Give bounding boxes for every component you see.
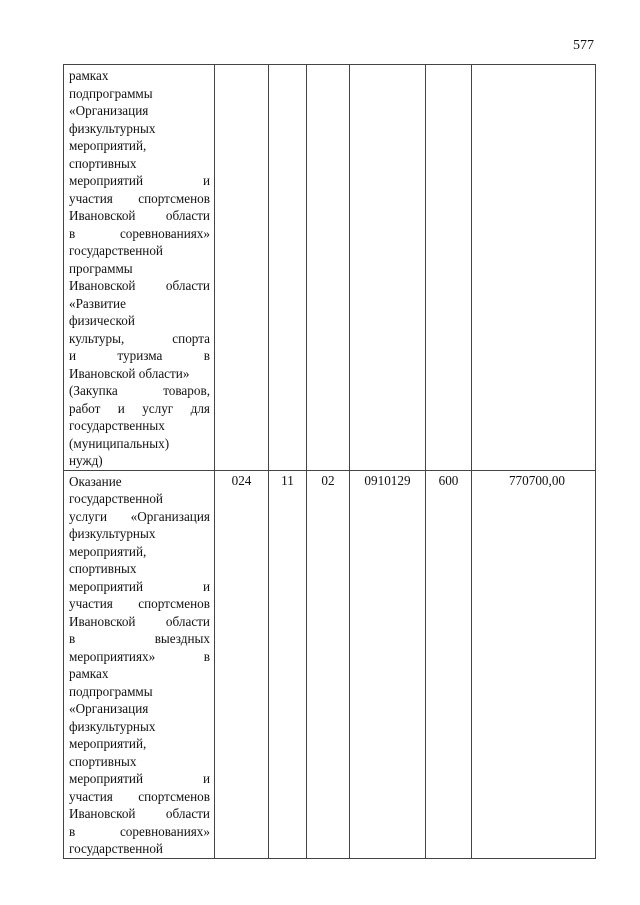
description-line <box>69 823 210 841</box>
description-line <box>69 295 210 313</box>
description-word: соревнованиях» <box>119 225 210 241</box>
description-word: Ивановской области» <box>69 365 190 381</box>
description-line <box>69 700 210 718</box>
description-cell <box>64 470 215 858</box>
description-word: Ивановской <box>69 278 136 293</box>
description-line <box>69 330 210 348</box>
target-article-cell: 0910129 <box>350 470 426 858</box>
table-row <box>64 470 596 858</box>
description-word: государственных <box>69 418 165 433</box>
description-line <box>69 67 210 85</box>
description-word: культуры, <box>69 330 125 346</box>
description-line <box>69 102 210 120</box>
target-article-cell <box>350 65 426 471</box>
description-word: подпрограммы <box>69 85 153 101</box>
description-line <box>69 525 210 543</box>
description-word: работ <box>69 400 101 416</box>
description-line <box>69 155 210 173</box>
description-word: подпрограммы <box>69 683 153 699</box>
description-line <box>69 190 210 208</box>
description-word: Оказание <box>69 473 122 489</box>
description-word: мероприятий, <box>69 138 147 153</box>
description-word: и <box>117 400 125 416</box>
description-line <box>69 137 210 155</box>
description-word: участия <box>69 596 113 611</box>
description-word: (Закупка <box>69 383 118 398</box>
description-word: Ивановской <box>69 208 136 223</box>
description-word: мероприятий <box>69 771 144 786</box>
description-word: «Организация <box>69 103 149 118</box>
description-line <box>69 508 210 526</box>
description-word: спортивных <box>69 155 137 171</box>
description-line <box>69 578 210 596</box>
description-line <box>69 595 210 613</box>
description-word: спортивных <box>69 753 137 769</box>
description-line <box>69 382 210 400</box>
description-line <box>69 770 210 788</box>
description-line <box>69 805 210 823</box>
amount-cell: 770700,00 <box>472 470 596 858</box>
description-word: физической <box>69 313 135 328</box>
description-line <box>69 665 210 683</box>
expense-type-cell <box>426 65 472 471</box>
description-line <box>69 225 210 243</box>
subsection-cell <box>307 65 350 471</box>
section-cell <box>269 65 307 471</box>
description-word: мероприятий, <box>69 543 147 559</box>
description-word: физкультурных <box>69 120 156 136</box>
description-word: (муниципальных) <box>69 435 170 451</box>
description-word: области <box>165 806 210 821</box>
description-line <box>69 683 210 701</box>
budget-table <box>63 64 596 859</box>
description-line <box>69 788 210 806</box>
description-word: в <box>203 348 210 363</box>
description-line <box>69 613 210 631</box>
description-line <box>69 473 210 491</box>
description-word: нужд) <box>69 453 103 468</box>
subsection-cell: 02 <box>307 470 350 858</box>
description-word: области <box>165 278 210 293</box>
admin-code-cell <box>215 65 269 471</box>
description-line <box>69 312 210 330</box>
description-word: и <box>202 771 210 786</box>
description-word: государственной <box>69 491 163 506</box>
description-word: физкультурных <box>69 526 156 541</box>
description-word: спортсменов <box>138 788 210 804</box>
description-word: мероприятиях» <box>69 648 156 664</box>
description-line <box>69 260 210 278</box>
description-word: и <box>202 578 210 594</box>
description-word: услуг <box>142 400 174 416</box>
description-word: Ивановской <box>69 806 136 821</box>
description-word: мероприятий, <box>69 736 147 751</box>
page-number: 577 <box>573 38 594 53</box>
description-word: «Организация <box>130 508 210 524</box>
description-word: и <box>202 173 210 188</box>
description-line <box>69 840 210 858</box>
description-line <box>69 630 210 648</box>
description-word: туризма <box>117 348 163 363</box>
description-word: в <box>203 648 210 664</box>
description-line <box>69 120 210 138</box>
description-word: государственной <box>69 243 163 258</box>
description-line <box>69 735 210 753</box>
description-line <box>69 435 210 453</box>
description-word: физкультурных <box>69 718 156 734</box>
description-word: «Организация <box>69 701 149 716</box>
description-word: «Развитие <box>69 295 126 311</box>
description-line <box>69 648 210 666</box>
description-word: области <box>165 208 210 223</box>
description-line <box>69 365 210 383</box>
description-word: услуги <box>69 508 108 524</box>
description-line <box>69 277 210 295</box>
description-line <box>69 718 210 736</box>
description-line <box>69 452 210 470</box>
description-word: спорта <box>172 330 210 346</box>
description-word: в <box>69 631 76 646</box>
description-word: мероприятий <box>69 173 144 188</box>
description-word: соревнованиях» <box>119 823 210 839</box>
description-word: участия <box>69 190 113 206</box>
description-line <box>69 543 210 561</box>
description-line <box>69 753 210 771</box>
description-line <box>69 400 210 418</box>
description-word: рамках <box>69 666 109 681</box>
description-line <box>69 417 210 435</box>
section-cell: 11 <box>269 470 307 858</box>
description-line <box>69 242 210 260</box>
table-row <box>64 65 596 471</box>
description-cell <box>64 65 215 471</box>
description-word: спортсменов <box>138 190 210 206</box>
description-word: участия <box>69 788 113 804</box>
amount-cell <box>472 65 596 471</box>
description-word: для <box>190 400 210 416</box>
description-line <box>69 490 210 508</box>
expense-type-cell: 600 <box>426 470 472 858</box>
description-word: в <box>69 823 76 839</box>
description-word: спортсменов <box>138 596 210 611</box>
description-word: и <box>69 348 77 363</box>
description-line <box>69 85 210 103</box>
description-word: государственной <box>69 841 163 856</box>
description-line <box>69 207 210 225</box>
description-word: в <box>69 225 76 241</box>
description-line <box>69 560 210 578</box>
description-word: области <box>165 613 210 629</box>
description-word: рамках <box>69 68 109 83</box>
description-line <box>69 172 210 190</box>
description-word: выездных <box>154 631 210 646</box>
description-word: спортивных <box>69 561 137 576</box>
description-word: Ивановской <box>69 613 136 629</box>
admin-code-cell: 024 <box>215 470 269 858</box>
description-line <box>69 347 210 365</box>
description-word: мероприятий <box>69 578 144 594</box>
description-word: программы <box>69 260 133 276</box>
description-word: товаров, <box>163 383 210 398</box>
